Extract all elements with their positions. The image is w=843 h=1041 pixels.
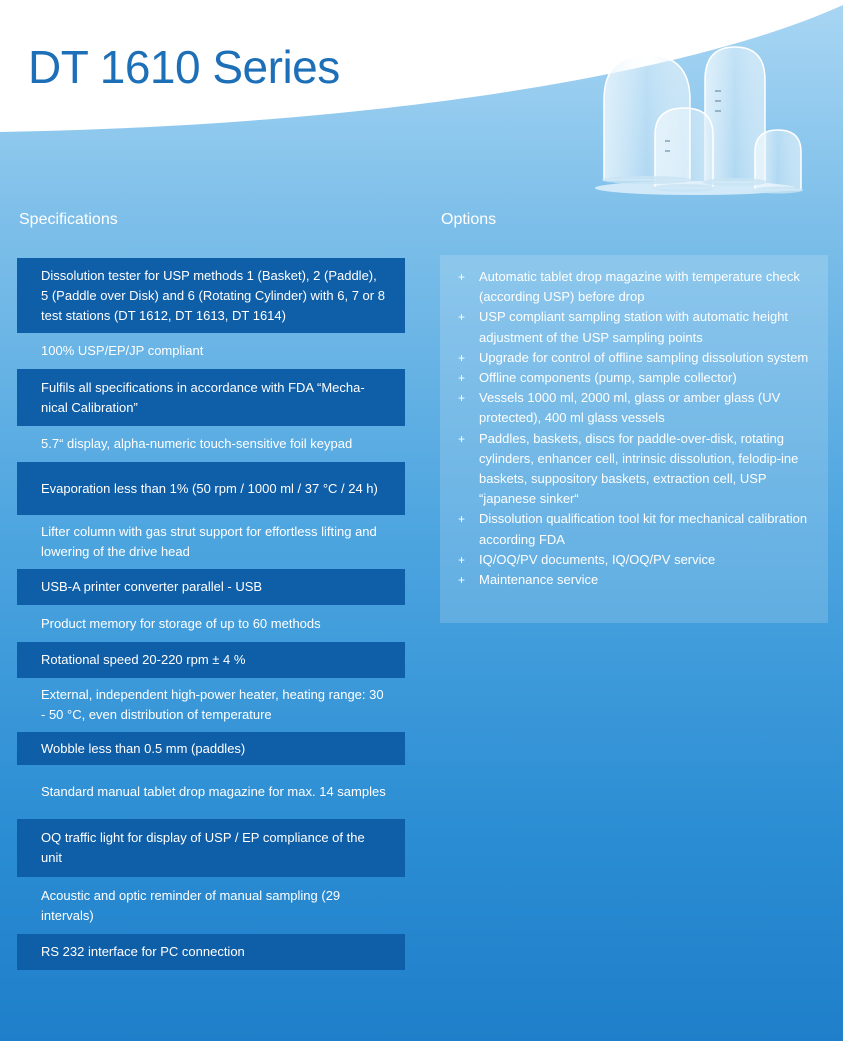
option-item xyxy=(458,429,816,510)
plus-icon: + xyxy=(458,371,466,386)
option-text: Dissolution qualification tool kit for mechanical calibration according FDA xyxy=(479,511,808,547)
option-item xyxy=(458,368,816,388)
spec-item: Standard manual tablet drop magazine for max. 14 samples xyxy=(41,784,386,799)
spec-item: USB-A printer converter parallel - USB xyxy=(17,569,405,605)
specifications-list xyxy=(17,258,405,970)
option-text: Paddles, baskets, discs for paddle-over-disk, rotating cylinders, enhancer cell, intrinsic dissolution, felodip-ine baskets, suppository baskets, extraction cell, USP “japanese sinker“ xyxy=(479,430,799,507)
option-item xyxy=(458,388,816,428)
spec-item: Fulfils all specifications in accordance with FDA “Mecha-nical Calibration” xyxy=(17,369,405,426)
spec-item: External, independent high-power heater, heating range: 30 - 50 °C, even distribution of temperature xyxy=(41,687,384,722)
option-item xyxy=(458,307,816,347)
option-text: Maintenance service xyxy=(479,572,599,588)
option-text: Automatic tablet drop magazine with temperature check (according USP) before drop xyxy=(479,269,800,305)
spec-item: Acoustic and optic reminder of manual sampling (29 intervals) xyxy=(41,887,341,923)
plus-icon: + xyxy=(458,350,466,365)
option-item xyxy=(458,509,816,549)
glass-vessels-image xyxy=(590,40,805,205)
option-item xyxy=(458,570,816,590)
plus-icon: + xyxy=(458,270,466,284)
option-text: Upgrade for control of offline sampling dissolution system xyxy=(479,349,809,365)
plus-icon: + xyxy=(458,573,466,588)
plus-icon: + xyxy=(458,310,466,325)
options-heading: Options xyxy=(441,211,497,228)
spec-item: RS 232 interface for PC connection xyxy=(17,934,405,970)
option-text: Offline components (pump, sample collector) xyxy=(479,370,737,386)
specifications-heading: Specifications xyxy=(19,211,118,228)
option-item xyxy=(458,550,816,570)
spec-item: Product memory for storage of up to 60 methods xyxy=(41,615,321,631)
options-list xyxy=(440,255,828,623)
spec-item: Dissolution tester for USP methods 1 (Basket), 2 (Paddle), 5 (Paddle over Disk) and 6 (Rotating Cylinder) with 6, 7 or 8 test stations (DT 1612, DT 1613, DT 1614) xyxy=(17,258,405,333)
option-item xyxy=(458,267,816,307)
plus-icon: + xyxy=(458,512,466,527)
plus-icon: + xyxy=(458,431,466,446)
option-text: USP compliant sampling station with automatic height adjustment of the USP sampling points xyxy=(479,309,789,345)
spec-item: Evaporation less than 1% (50 rpm / 1000 ml / 37 °C / 24 h) xyxy=(17,462,405,515)
spec-item: 5.7“ display, alpha-numeric touch-sensitive foil keypad xyxy=(41,436,353,451)
option-item xyxy=(458,348,816,368)
page-title: DT 1610 Series xyxy=(28,41,340,93)
spec-item: Lifter column with gas strut support for effortless lifting and lowering of the drive head xyxy=(41,524,377,559)
plus-icon: + xyxy=(458,391,466,406)
option-text: IQ/OQ/PV documents, IQ/OQ/PV service xyxy=(479,551,716,567)
spec-item: OQ traffic light for display of USP / EP compliance of the unit xyxy=(17,819,405,877)
spec-item: Rotational speed 20-220 rpm ± 4 % xyxy=(17,642,405,678)
option-text: Vessels 1000 ml, 2000 ml, glass or amber glass (UV protected), 400 ml glass vessels xyxy=(479,390,781,426)
plus-icon: + xyxy=(458,552,466,567)
spec-item: 100% USP/EP/JP compliant xyxy=(41,343,204,358)
spec-item: Wobble less than 0.5 mm (paddles) xyxy=(17,732,405,765)
